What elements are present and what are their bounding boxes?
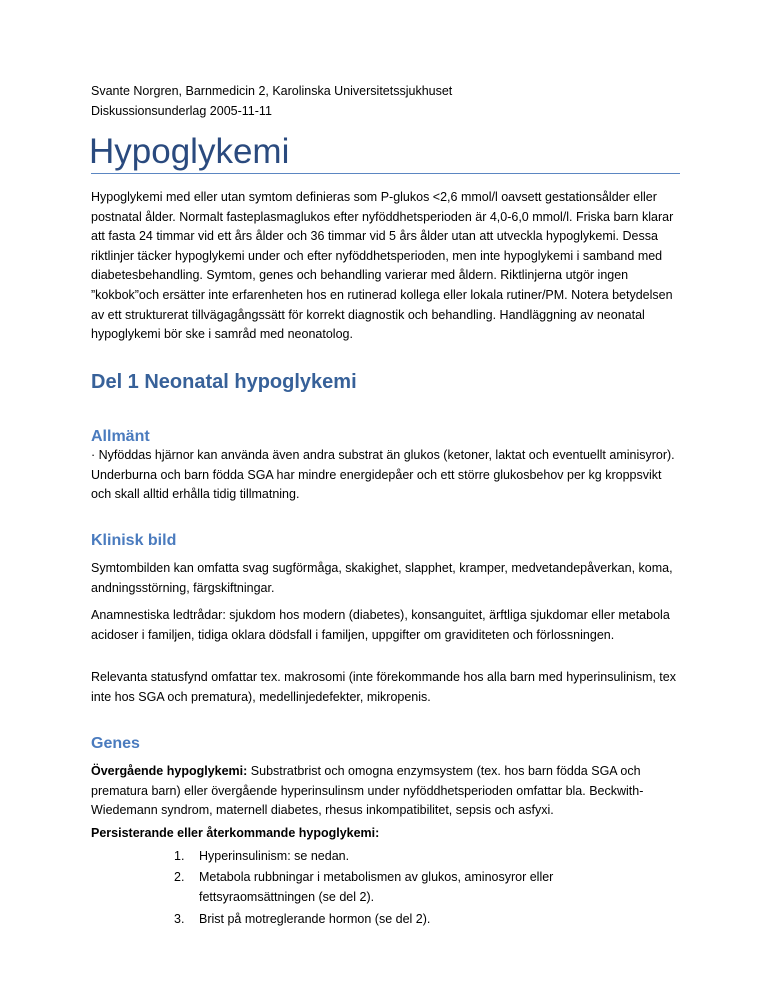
klinisk-paragraph-1: Symtombilden kan omfatta svag sugförmåga, skakighet, slapphet, kramper, medvetandepåverkan, koma, andningsstörning, färgskiftningar.	[91, 561, 673, 595]
list-item-number: 2.	[174, 870, 185, 884]
transient-paragraph	[91, 762, 681, 821]
allmant-paragraph: · Nyföddas hjärnor kan använda även andra substrat än glukos (ketoner, laktat och eventuellt aminisyror). Underburna och barn födda SGA har mindre energidepåer och ett större glukosbehov per kg kroppsvikt och skall alltid erhålla tidig tillmatning.	[91, 448, 675, 502]
list-item	[174, 868, 584, 907]
persistent-label: Persisterande eller återkommande hypoglykemi:	[91, 826, 380, 840]
list-item-text: Hyperinsulinism: se nedan.	[199, 849, 350, 863]
transient-text: Substratbrist och omogna enzymsystem (tex. hos barn födda SGA och prematura barn) eller övergående hyperinsulinsm under nyföddhetsperioden omfattar bla. Beckwith-Wiedemann syndrom, maternell diabetes, rhesus inkompatibilitet, sepsis och asfyxi.	[91, 764, 644, 818]
title-underline	[91, 173, 680, 174]
transient-label: Övergående hypoglykemi:	[91, 764, 248, 778]
intro-paragraph: Hypoglykemi med eller utan symtom definieras som P-glukos <2,6 mmol/l oavsett gestationsålder eller postnatal ålder. Normalt fasteplasmaglukos efter nyföddhetsperioden är 4,0-6,0 mmol/l. Friska barn klarar att fasta 24 timmar vid ett års ålder och 36 timmar vid 5 års ålder utan att utveckla hypoglykemi. Dessa riktlinjer täcker hypoglykemi under och efter nyföddhetsperioden, men inte hypoglykemi i samband med diabetesbehandling. Symtom, genes och behandling varierar med åldern. Riktlinjerna utgör ingen ”kokbok”och ersätter inte erfarenheten hos en rutinerad kollega eller lokala rutiner/PM. Notera betydelsen av ett strukturerat tillvägagångssätt för korrekt diagnostik och behandling. Handläggning av neonatal hypoglykemi bör ske i samråd med neonatolog.	[91, 190, 674, 342]
klinisk-heading: Klinisk bild	[91, 532, 177, 549]
author-line: Svante Norgren, Barnmedicin 2, Karolinska Universitetssjukhuset	[91, 84, 453, 98]
list-item-text: Metabola rubbningar i metabolismen av glukos, aminosyror eller fettsyraomsättningen (se del 2).	[199, 870, 554, 904]
date-line: Diskussionsunderlag 2005-11-11	[91, 104, 272, 118]
list-item-number: 3.	[174, 912, 185, 926]
genes-heading: Genes	[91, 735, 140, 752]
list-item-number: 1.	[174, 849, 185, 863]
list-item	[174, 910, 584, 930]
klinisk-paragraph-3: Relevanta statusfynd omfattar tex. makrosomi (inte förekommande hos alla barn med hyperinsulinism, tex inte hos SGA och prematura), medellinjedefekter, mikropenis.	[91, 670, 676, 704]
klinisk-paragraph-2: Anamnestiska ledtrådar: sjukdom hos modern (diabetes), konsanguitet, ärftliga sjukdomar eller metabola acidoser i familjen, tidiga oklara dödsfall i familjen, uppgifter om graviditeten och förlossningen.	[91, 608, 670, 642]
page-title: Hypoglykemi	[89, 132, 290, 171]
list-item-text: Brist på motreglerande hormon (se del 2).	[199, 912, 431, 926]
list-item	[174, 847, 584, 867]
section1-heading: Del 1 Neonatal hypoglykemi	[91, 371, 357, 393]
allmant-heading: Allmänt	[91, 428, 150, 445]
